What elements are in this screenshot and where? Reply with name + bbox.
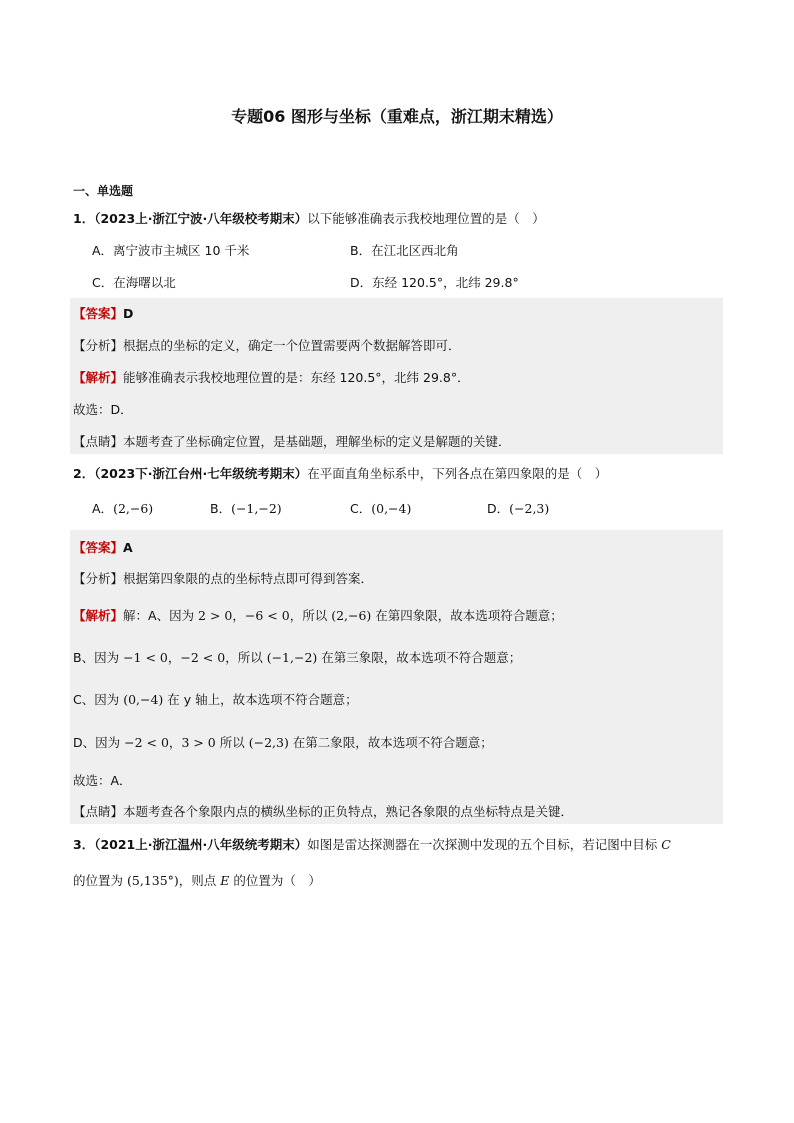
q2-option-a-label: A． (92, 501, 114, 516)
q2-option-d-label: D． (487, 501, 510, 516)
question-3 (73, 835, 671, 853)
q1-comment-row (73, 432, 511, 450)
q2-solution-row-4 (73, 733, 493, 751)
q2-option-b (210, 499, 282, 517)
q2-analysis-row (73, 569, 373, 587)
q2-sol2-math: −1 < 0 (123, 650, 168, 665)
question-2-text: 在平面直角坐标系中，下列各点在第四象限的是（ ） (307, 466, 608, 481)
q2-option-a-value: (2,−6) (113, 501, 154, 516)
q2-sol4-text: ， (168, 735, 182, 750)
solution-tag: 【解析】 (73, 370, 124, 385)
analysis-tag: 【分析】 (73, 571, 124, 586)
q2-solution-row-2 (73, 648, 521, 666)
question-3-text: ，则点 (178, 873, 221, 888)
q1-analysis-row (73, 336, 461, 354)
section-heading: 一、单选题 (73, 184, 134, 198)
q2-option-c-label: C． (350, 501, 372, 516)
q2-sol1-text: 解：A、因为 (123, 608, 199, 623)
q1-answer-row (73, 304, 133, 322)
q2-sol3-math: (0,−4) (123, 692, 164, 707)
q2-option-d-value: (−2,3) (509, 501, 550, 516)
q2-answer-row (73, 538, 133, 556)
q1-answer: D (123, 306, 134, 321)
question-3-line-2 (73, 871, 321, 889)
q2-sol2-text: B、因为 (73, 650, 124, 665)
q2-choice: 故选：A． (73, 773, 132, 788)
q1-choice: 故选：D． (73, 402, 133, 417)
answer-tag: 【答案】 (73, 306, 124, 321)
question-2-number: 2． (73, 466, 95, 481)
q2-sol2-text: ，所以 (225, 650, 267, 665)
q2-sol1-text: 在第四象限，故本选项符合题意； (371, 608, 563, 623)
q2-analysis: 根据第四象限的点的坐标特点即可得到答案． (123, 571, 374, 586)
question-3-text: 的位置为 (73, 873, 127, 888)
q2-option-c-value: (0,−4) (371, 501, 412, 516)
q2-sol4-text: 在第二象限，故本选项不符合题意； (288, 735, 493, 750)
q2-answer: A (123, 540, 133, 555)
question-2 (73, 464, 607, 482)
q2-option-c (350, 499, 411, 517)
q2-sol1-text: ， (232, 608, 245, 623)
q2-option-d (487, 499, 549, 517)
question-3-text: 的位置为（ ） (229, 873, 321, 888)
q2-solution-row-3 (73, 690, 358, 708)
q2-sol1-math: −6 < 0 (244, 608, 290, 623)
question-3-source: （2021上·浙江温州·八年级统考期末） (94, 837, 308, 852)
q2-option-b-label: B． (210, 501, 232, 516)
q2-comment: 本题考查各个象限内点的横纵坐标的正负特点，熟记各象限的点坐标特点是关键． (123, 804, 574, 819)
q2-sol1-text: ，所以 (289, 608, 332, 623)
q1-analysis: 根据点的坐标的定义，确定一个位置需要两个数据解答即可． (123, 338, 461, 353)
question-3-text: 如图是雷达探测器在一次探测中发现的五个目标，若记图中目标 (307, 837, 662, 852)
q1-comment: 本题考查了坐标确定位置，是基础题，理解坐标的定义是解题的关键． (123, 434, 511, 449)
q2-sol4-text: D、因为 (73, 735, 125, 750)
q2-sol4-math: −2 < 0 (124, 735, 169, 750)
analysis-tag: 【分析】 (73, 338, 124, 353)
q1-option-d: D．东经 120.5°，北纬 29.8° (350, 275, 519, 290)
q2-sol2-math: (−1,−2) (266, 650, 318, 665)
q1-solution: 能够准确表示我校地理位置的是：东经 120.5°，北纬 29.8°． (123, 370, 470, 385)
q2-sol2-text: ， (167, 650, 181, 665)
q1-option-c: C．在海曙以北 (92, 275, 176, 290)
question-1 (73, 209, 545, 227)
q1-option-b: B．在江北区西北角 (350, 243, 459, 258)
q2-option-b-value: (−1,−2) (231, 501, 282, 516)
solution-tag: 【解析】 (73, 608, 124, 623)
q2-sol4-text: 所以 (215, 735, 249, 750)
q1-option-a: A．离宁波市主城区 10 千米 (92, 243, 250, 258)
question-1-number: 1． (73, 211, 95, 226)
answer-tag: 【答案】 (73, 540, 124, 555)
page-title: 专题06 图形与坐标（重难点，浙江期末精选） (231, 107, 563, 126)
comment-tag: 【点睛】 (73, 434, 124, 449)
q2-sol3-text: C、因为 (73, 692, 124, 707)
q2-sol1-math: 2 > 0 (198, 608, 233, 623)
q2-option-a (92, 499, 153, 517)
q2-sol2-math: −2 < 0 (180, 650, 226, 665)
q2-sol1-math: (2,−6) (331, 608, 372, 623)
question-3-math: (5,135°) (126, 873, 179, 888)
q2-comment-row (73, 802, 573, 820)
question-3-var-e: E (220, 873, 230, 888)
q2-solution-row-1 (73, 606, 563, 624)
q2-sol3-text: 在 y 轴上，故本选项不符合题意； (163, 692, 358, 707)
question-3-var-c: C (661, 837, 671, 852)
q2-sol2-text: 在第三象限，故本选项不符合题意； (317, 650, 522, 665)
comment-tag: 【点睛】 (73, 804, 124, 819)
q2-sol4-math: (−2,3) (248, 735, 289, 750)
question-1-text: 以下能够准确表示我校地理位置的是（ ） (307, 211, 545, 226)
question-3-number: 3． (73, 837, 95, 852)
q2-sol4-math: 3 > 0 (181, 735, 216, 750)
question-2-source: （2023下·浙江台州·七年级统考期末） (94, 466, 308, 481)
q1-solution-row (73, 368, 470, 386)
question-1-source: （2023上·浙江宁波·八年级校考期末） (94, 211, 308, 226)
